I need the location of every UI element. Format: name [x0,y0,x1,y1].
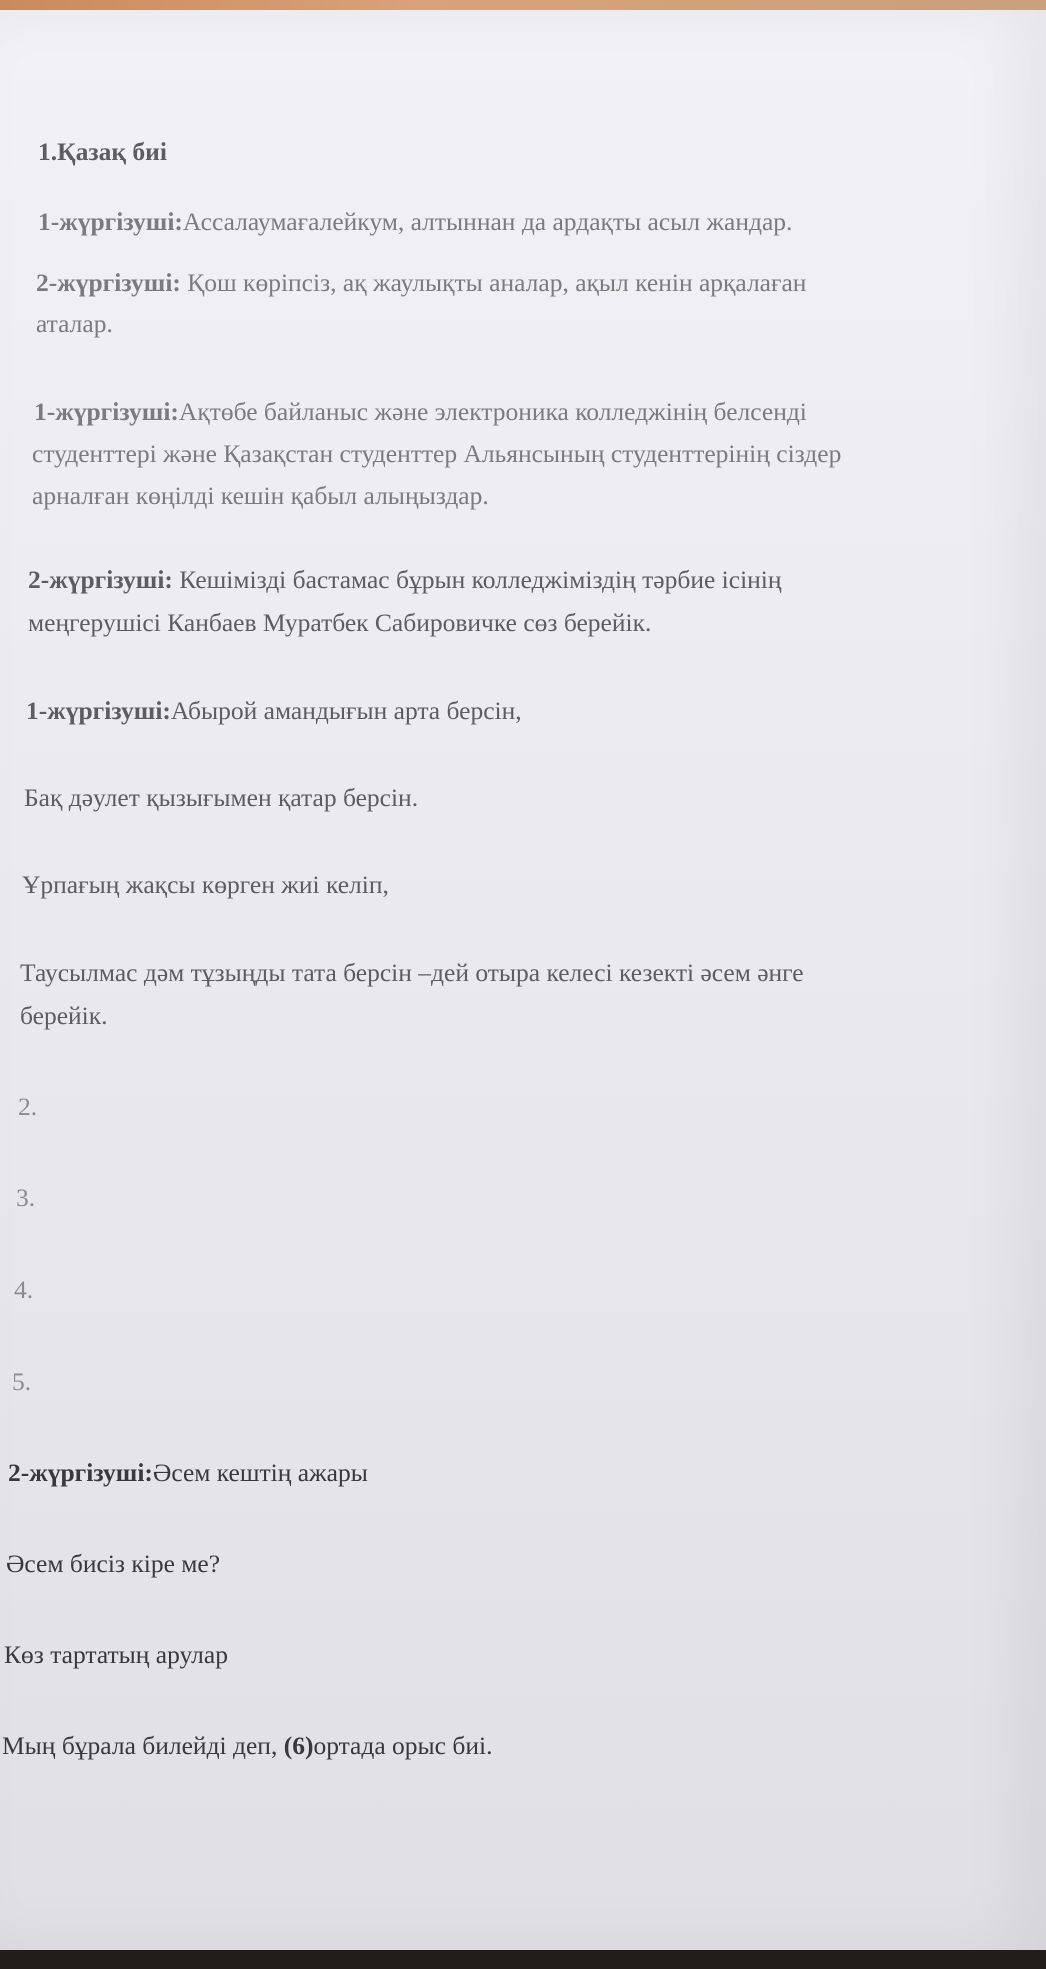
script-line: берейік. [20,1001,108,1030]
paper-sheet [0,10,1046,1952]
script-line: Таусылмас дәм тұзыңды тата берсін –дей отыра келесі кезекті әсем әнге [20,958,804,987]
script-line: аталар. [36,309,113,338]
script-line: арналған көңілді кешін қабыл алыңыздар. [32,481,489,510]
script-line: 2-жүргізуші: Кешімізді бастамас бұрын колледжіміздің тәрбие ісінің [28,565,782,594]
script-line: 2-жүргізуші: Қош көріпсіз, ақ жаулықты аналар, ақыл кенін арқалаған [36,268,807,297]
list-number: 5. [12,1367,32,1396]
list-number: 4. [14,1275,34,1304]
script-line: Мың бұрала билейді деп, (6)ортада орыс биі. [2,1731,493,1760]
script-line: Ұрпағың жақсы көрген жиі келіп, [22,870,389,899]
script-line: Бақ дәулет қызығымен қатар берсін. [24,783,419,812]
script-line: 1-жүргізуші:Абырой амандығын арта берсін, [26,696,522,725]
script-line: Әсем бисіз кіре ме? [6,1549,221,1578]
script-line: 2-жүргізуші:Әсем кештің ажары [8,1458,368,1487]
desk-edge-bottom [0,1950,1046,1969]
script-line: Көз тартатың арулар [4,1640,228,1669]
script-line: студенттері және Қазақстан студенттер Альянсының студенттерінің сіздер [32,439,842,468]
list-number: 2. [18,1092,38,1121]
script-line: 1-жүргізуші:Ассалаумағалейкум, алтыннан да ардақты асыл жандар. [38,207,793,236]
section-heading: 1.Қазақ биі [38,137,167,166]
script-line: 1-жүргізуші:Ақтөбе байланыс және электроника колледжінің белсенді [34,397,807,426]
list-number: 3. [16,1183,36,1212]
script-line: меңгерушісі Канбаев Муратбек Сабировичке сөз берейік. [28,608,652,637]
